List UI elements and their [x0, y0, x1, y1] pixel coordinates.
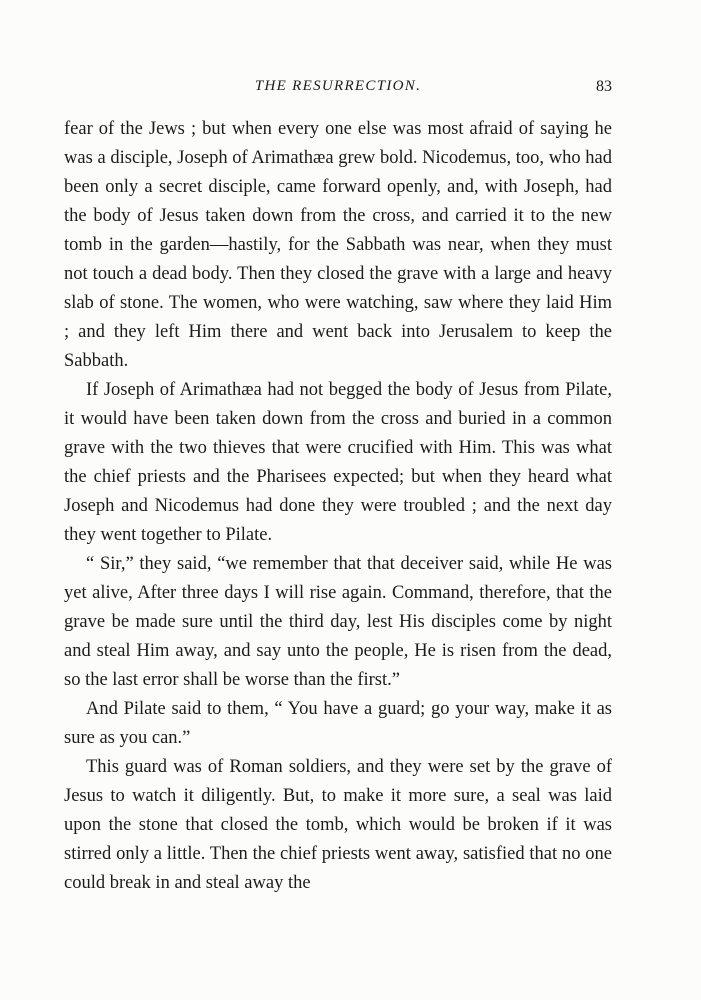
paragraph-5: This guard was of Roman soldiers, and they were set by the grave of Jesus to watch it diligently. But, to make it more sure, a seal was laid upon the stone that closed the tomb, which would be broken if it was stirred only a little. Then the chief priests went away, satisfied that no one could break in and steal away the [64, 757, 612, 893]
book-page [64, 72, 612, 898]
paragraph-2: If Joseph of Arimathæa had not begged the body of Jesus from Pilate, it would have been taken down from the cross and buried in a common grave with the two thieves that were crucified with Him. This was what the chief priests and the Pharisees expected; but when they heard what Joseph and Nicodemus had done they were troubled ; and the next day they went together to Pilate. [64, 380, 612, 545]
running-title: THE RESURRECTION. [254, 78, 422, 94]
page-number: 83 [596, 78, 612, 95]
paragraph-3: “ Sir,” they said, “we remember that that deceiver said, while He was yet alive, After three days I will rise again. Command, therefore, that the grave be made sure until the third day, lest His disciples come by night and steal Him away, and say unto the people, He is risen from the dead, so the last error shall be worse than the first.” [64, 554, 612, 690]
paragraph-4: And Pilate said to them, “ You have a guard; go your way, make it as sure as you can.” [64, 699, 612, 748]
paragraph-1: fear of the Jews ; but when every one else was most afraid of saying he was a disciple, Joseph of Arimathæa grew bold. Nicodemus, too, who had been only a secret disciple, came forward openly, and, with Joseph, had the body of Jesus taken down from the cross, and carried it to the new tomb in the garden—hastily, for the Sabbath was near, when they must not touch a dead body. Then they closed the grave with a large and heavy slab of stone. The women, who were watching, saw where they laid Him ; and they left Him there and went back into Jerusalem to keep the Sabbath. [64, 119, 612, 371]
running-head [64, 72, 612, 102]
body-text [64, 115, 612, 898]
